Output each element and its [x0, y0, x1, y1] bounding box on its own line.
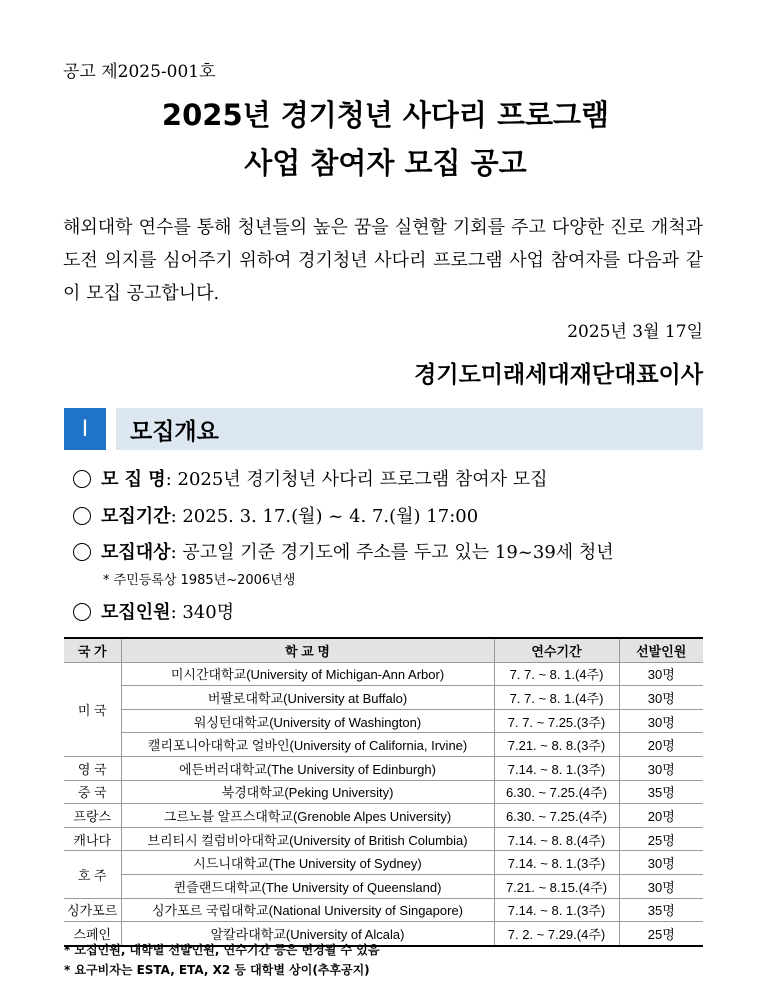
item-label: 모집대상: [101, 542, 171, 563]
table-row: [64, 756, 703, 780]
header-count: 선발인원: [619, 638, 703, 662]
section-title: 모집개요: [116, 408, 703, 450]
table-row: [64, 827, 703, 851]
count-cell: 20명: [619, 733, 703, 757]
school-cell: 워싱턴대학교(University of Washington): [121, 709, 494, 733]
country-cell: 싱가포르: [64, 898, 121, 922]
period-cell: 7. 7. ~ 7.25.(3주): [494, 709, 619, 733]
count-cell: 30명: [619, 662, 703, 686]
recruit-target-item: [73, 538, 614, 564]
item-value: : 2025년 경기청년 사다리 프로그램 참여자 모집: [165, 469, 548, 490]
circle-bullet-icon: [73, 470, 91, 488]
header-country: 국 가: [64, 638, 121, 662]
table-row: [64, 662, 703, 686]
count-cell: 25명: [619, 827, 703, 851]
country-cell: 캐나다: [64, 827, 121, 851]
table-row: [64, 686, 703, 710]
table-row: [64, 709, 703, 733]
header-school: 학 교 명: [121, 638, 494, 662]
circle-bullet-icon: [73, 603, 91, 621]
school-cell: 알칼라대학교(University of Alcala): [121, 922, 494, 946]
item-label: 모 집 명: [101, 469, 166, 490]
period-cell: 7. 2. ~ 7.29.(4주): [494, 922, 619, 946]
school-cell: 캘리포니아대학교 얼바인(University of California, Irvine): [121, 733, 494, 757]
footnotes: [64, 940, 379, 980]
recruit-period-item: [73, 502, 478, 528]
period-cell: 6.30. ~ 7.25.(4주): [494, 804, 619, 828]
count-cell: 30명: [619, 874, 703, 898]
recruit-count-item: [73, 598, 234, 624]
table-row: [64, 898, 703, 922]
header-period: 연수기간: [494, 638, 619, 662]
announcement-date: 2025년 3월 17일: [567, 322, 703, 342]
count-cell: 30명: [619, 709, 703, 733]
item-value: : 2025. 3. 17.(월) ~ 4. 7.(월) 17:00: [170, 506, 479, 527]
country-cell: 영 국: [64, 756, 121, 780]
footnote: * 모집인원, 대학별 선발인원, 연수기간 등은 변경될 수 있음: [64, 943, 380, 957]
page-title-line2: 사업 참여자 모집 공고: [244, 146, 527, 180]
table-header-row: [64, 638, 703, 662]
period-cell: 7.14. ~ 8. 8.(4주): [494, 827, 619, 851]
footnote: * 요구비자는 ESTA, ETA, X2 등 대학별 상이(추후공지): [64, 963, 370, 977]
period-cell: 7.14. ~ 8. 1.(3주): [494, 898, 619, 922]
university-table: [64, 637, 703, 947]
item-label: 모집기간: [101, 506, 171, 527]
country-cell: 호 주: [64, 851, 121, 898]
period-cell: 7. 7. ~ 8. 1.(4주): [494, 662, 619, 686]
count-cell: 25명: [619, 922, 703, 946]
country-cell: 프랑스: [64, 804, 121, 828]
school-cell: 싱가포르 국립대학교(National University of Singapore): [121, 898, 494, 922]
school-cell: 퀸즐랜드대학교(The University of Queensland): [121, 874, 494, 898]
school-cell: 미시간대학교(University of Michigan-Ann Arbor): [121, 662, 494, 686]
school-cell: 북경대학교(Peking University): [121, 780, 494, 804]
table-row: [64, 780, 703, 804]
school-cell: 그르노블 알프스대학교(Grenoble Alpes University): [121, 804, 494, 828]
school-cell: 시드니대학교(The University of Sydney): [121, 851, 494, 875]
organization-name: 경기도미래세대재단대표이사: [414, 362, 703, 388]
count-cell: 30명: [619, 851, 703, 875]
target-note: * 주민등록상 1985년~2006년생: [103, 573, 296, 588]
item-value: : 340명: [170, 602, 235, 623]
school-cell: 에든버러대학교(The University of Edinburgh): [121, 756, 494, 780]
table-row: [64, 804, 703, 828]
section-number: Ⅰ: [64, 408, 106, 450]
period-cell: 7. 7. ~ 8. 1.(4주): [494, 686, 619, 710]
period-cell: 7.21. ~ 8. 8.(3주): [494, 733, 619, 757]
table-row: [64, 733, 703, 757]
period-cell: 7.21. ~ 8.15.(4주): [494, 874, 619, 898]
school-cell: 브리티시 컬럼비아대학교(University of British Columbia): [121, 827, 494, 851]
table-body: [64, 662, 703, 946]
count-cell: 30명: [619, 756, 703, 780]
count-cell: 35명: [619, 898, 703, 922]
country-cell: 미 국: [64, 662, 121, 756]
period-cell: 6.30. ~ 7.25.(4주): [494, 780, 619, 804]
count-cell: 20명: [619, 804, 703, 828]
item-value: : 공고일 기준 경기도에 주소를 두고 있는 19~39세 청년: [170, 542, 614, 563]
count-cell: 30명: [619, 686, 703, 710]
table-row: [64, 851, 703, 875]
count-cell: 35명: [619, 780, 703, 804]
period-cell: 7.14. ~ 8. 1.(3주): [494, 756, 619, 780]
circle-bullet-icon: [73, 543, 91, 561]
country-cell: 스페인: [64, 922, 121, 946]
circle-bullet-icon: [73, 507, 91, 525]
intro-paragraph: 해외대학 연수를 통해 청년들의 높은 꿈을 실현할 기회를 주고 다양한 진로 개척과 도전 의지를 심어주기 위하여 경기청년 사다리 프로그램 사업 참여자를 다음과 같이 모집 공고합니다.: [63, 217, 703, 304]
table-row: [64, 874, 703, 898]
recruit-name-item: [73, 465, 548, 491]
item-label: 모집인원: [101, 602, 171, 623]
school-cell: 버팔로대학교(University at Buffalo): [121, 686, 494, 710]
notice-number: 공고 제2025-001호: [63, 62, 216, 82]
page-title-line1: 2025년 경기청년 사다리 프로그램: [161, 98, 610, 132]
country-cell: 중 국: [64, 780, 121, 804]
period-cell: 7.14. ~ 8. 1.(3주): [494, 851, 619, 875]
